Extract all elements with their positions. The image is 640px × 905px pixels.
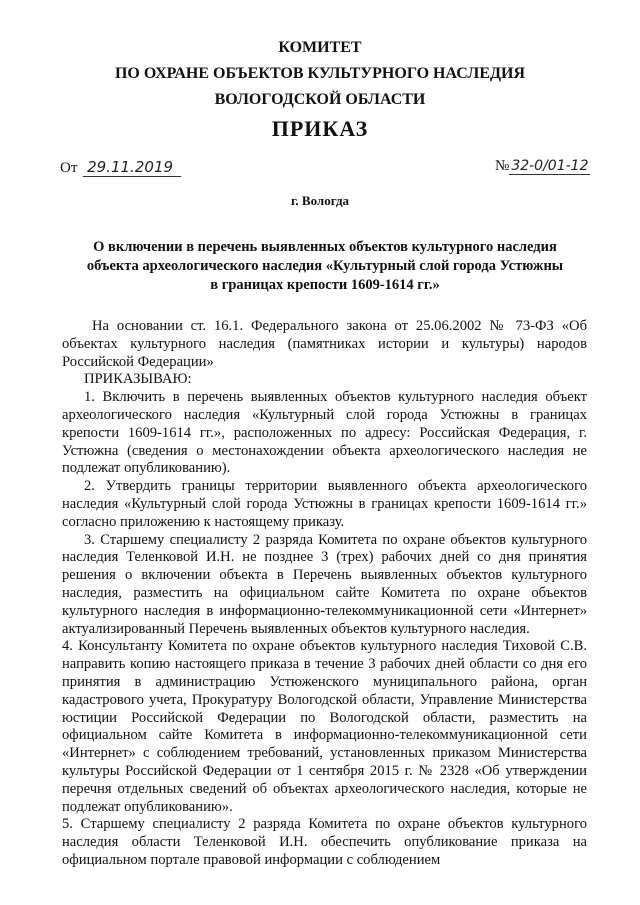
subject-line2: объекта археологического наследия «Культурный слой города Устюжны — [86, 258, 564, 274]
city: г. Вологда — [290, 193, 350, 208]
item-1-paragraph: 1. Включить в перечень выявленных объектов культурного наследия объект археологического наследия «Культурный слой города Устюжны в границах крепости 1609-1614 гг.», расположенных по адресу: Российская Федерация, г. Устюжна (сведения о местонахождении объекта археологического наследия не подлежат опубликованию). — [62, 389, 587, 477]
item-3-paragraph: 3. Старшему специалисту 2 разряда Комитета по охране объектов культурного наследия Теленковой И.Н. не позднее 3 (трех) рабочих дней со дня принятия решения о включении объекта в Перечень выявленных объектов культурного наследия, разместить на официальном сайте Комитета по охране объектов культурного наследия в информационно-телекоммуникационной сети «Интернет» актуализированный Перечень выявленных объектов культурного наследия. — [62, 531, 587, 637]
order-word: ПРИКАЗЫВАЮ: — [84, 371, 192, 388]
date-field — [60, 158, 181, 177]
number-prefix: № — [495, 158, 510, 174]
date-value: 29.11.2019 — [83, 158, 181, 177]
committee-title-line1: КОМИТЕТ — [278, 39, 362, 56]
doc-type-title: ПРИКАЗ — [271, 116, 369, 141]
document-body — [62, 318, 587, 870]
committee-title-line3: ВОЛОГОДСКОЙ ОБЛАСТИ — [214, 91, 426, 108]
date-prefix: От — [60, 160, 78, 176]
number-value: 32-0/01-12 — [511, 158, 589, 174]
item-2-paragraph: 2. Утвердить границы территории выявленного объекта археологического наследия «Культурный слой города Устюжны в границах крепости 1609-1614 гг.» согласно приложению к настоящему приказу. — [62, 478, 587, 530]
subject-line1: О включении в перечень выявленных объектов культурного наследия — [93, 239, 557, 255]
item-5-paragraph: 5. Старшему специалисту 2 разряда Комитета по охране объектов культурного наследия области Теленковой И.Н. обеспечить опубликование приказа на официальном портале правовой информации с соблюдением — [62, 816, 587, 868]
number-field — [495, 158, 590, 175]
committee-title-line2: ПО ОХРАНЕ ОБЪЕКТОВ КУЛЬТУРНОГО НАСЛЕДИЯ — [114, 65, 526, 82]
subject-line3: в границах крепости 1609-1614 гг.» — [210, 277, 440, 293]
item-4-paragraph: 4. Консультанту Комитета по охране объектов культурного наследия Тиховой С.В. направить копию настоящего приказа в течение 3 рабочих дней области со дня его принятия в администрацию Устюженского муниципального района, орган кадастрового учета, Прокуратуру Вологодской области, Управление Министерства юстиции Российской Федерации по Вологодской области, разместить на официальном сайте Комитета в информационно-телекоммуникационной сети «Интернет» с соблюдением требований, установленных приказом Министерства культуры Российской Федерации от 1 сентября 2015 г. № 2328 «Об утверждении перечня отдельных сведений об объектах археологического наследия, которые не подлежат опубликованию». — [62, 638, 587, 815]
preamble-paragraph: На основании ст. 16.1. Федерального закона от 25.06.2002 № 73-ФЗ «Об объектах культурного наследия (памятниках истории и культуры) народов Российской Федерации» — [62, 318, 587, 370]
